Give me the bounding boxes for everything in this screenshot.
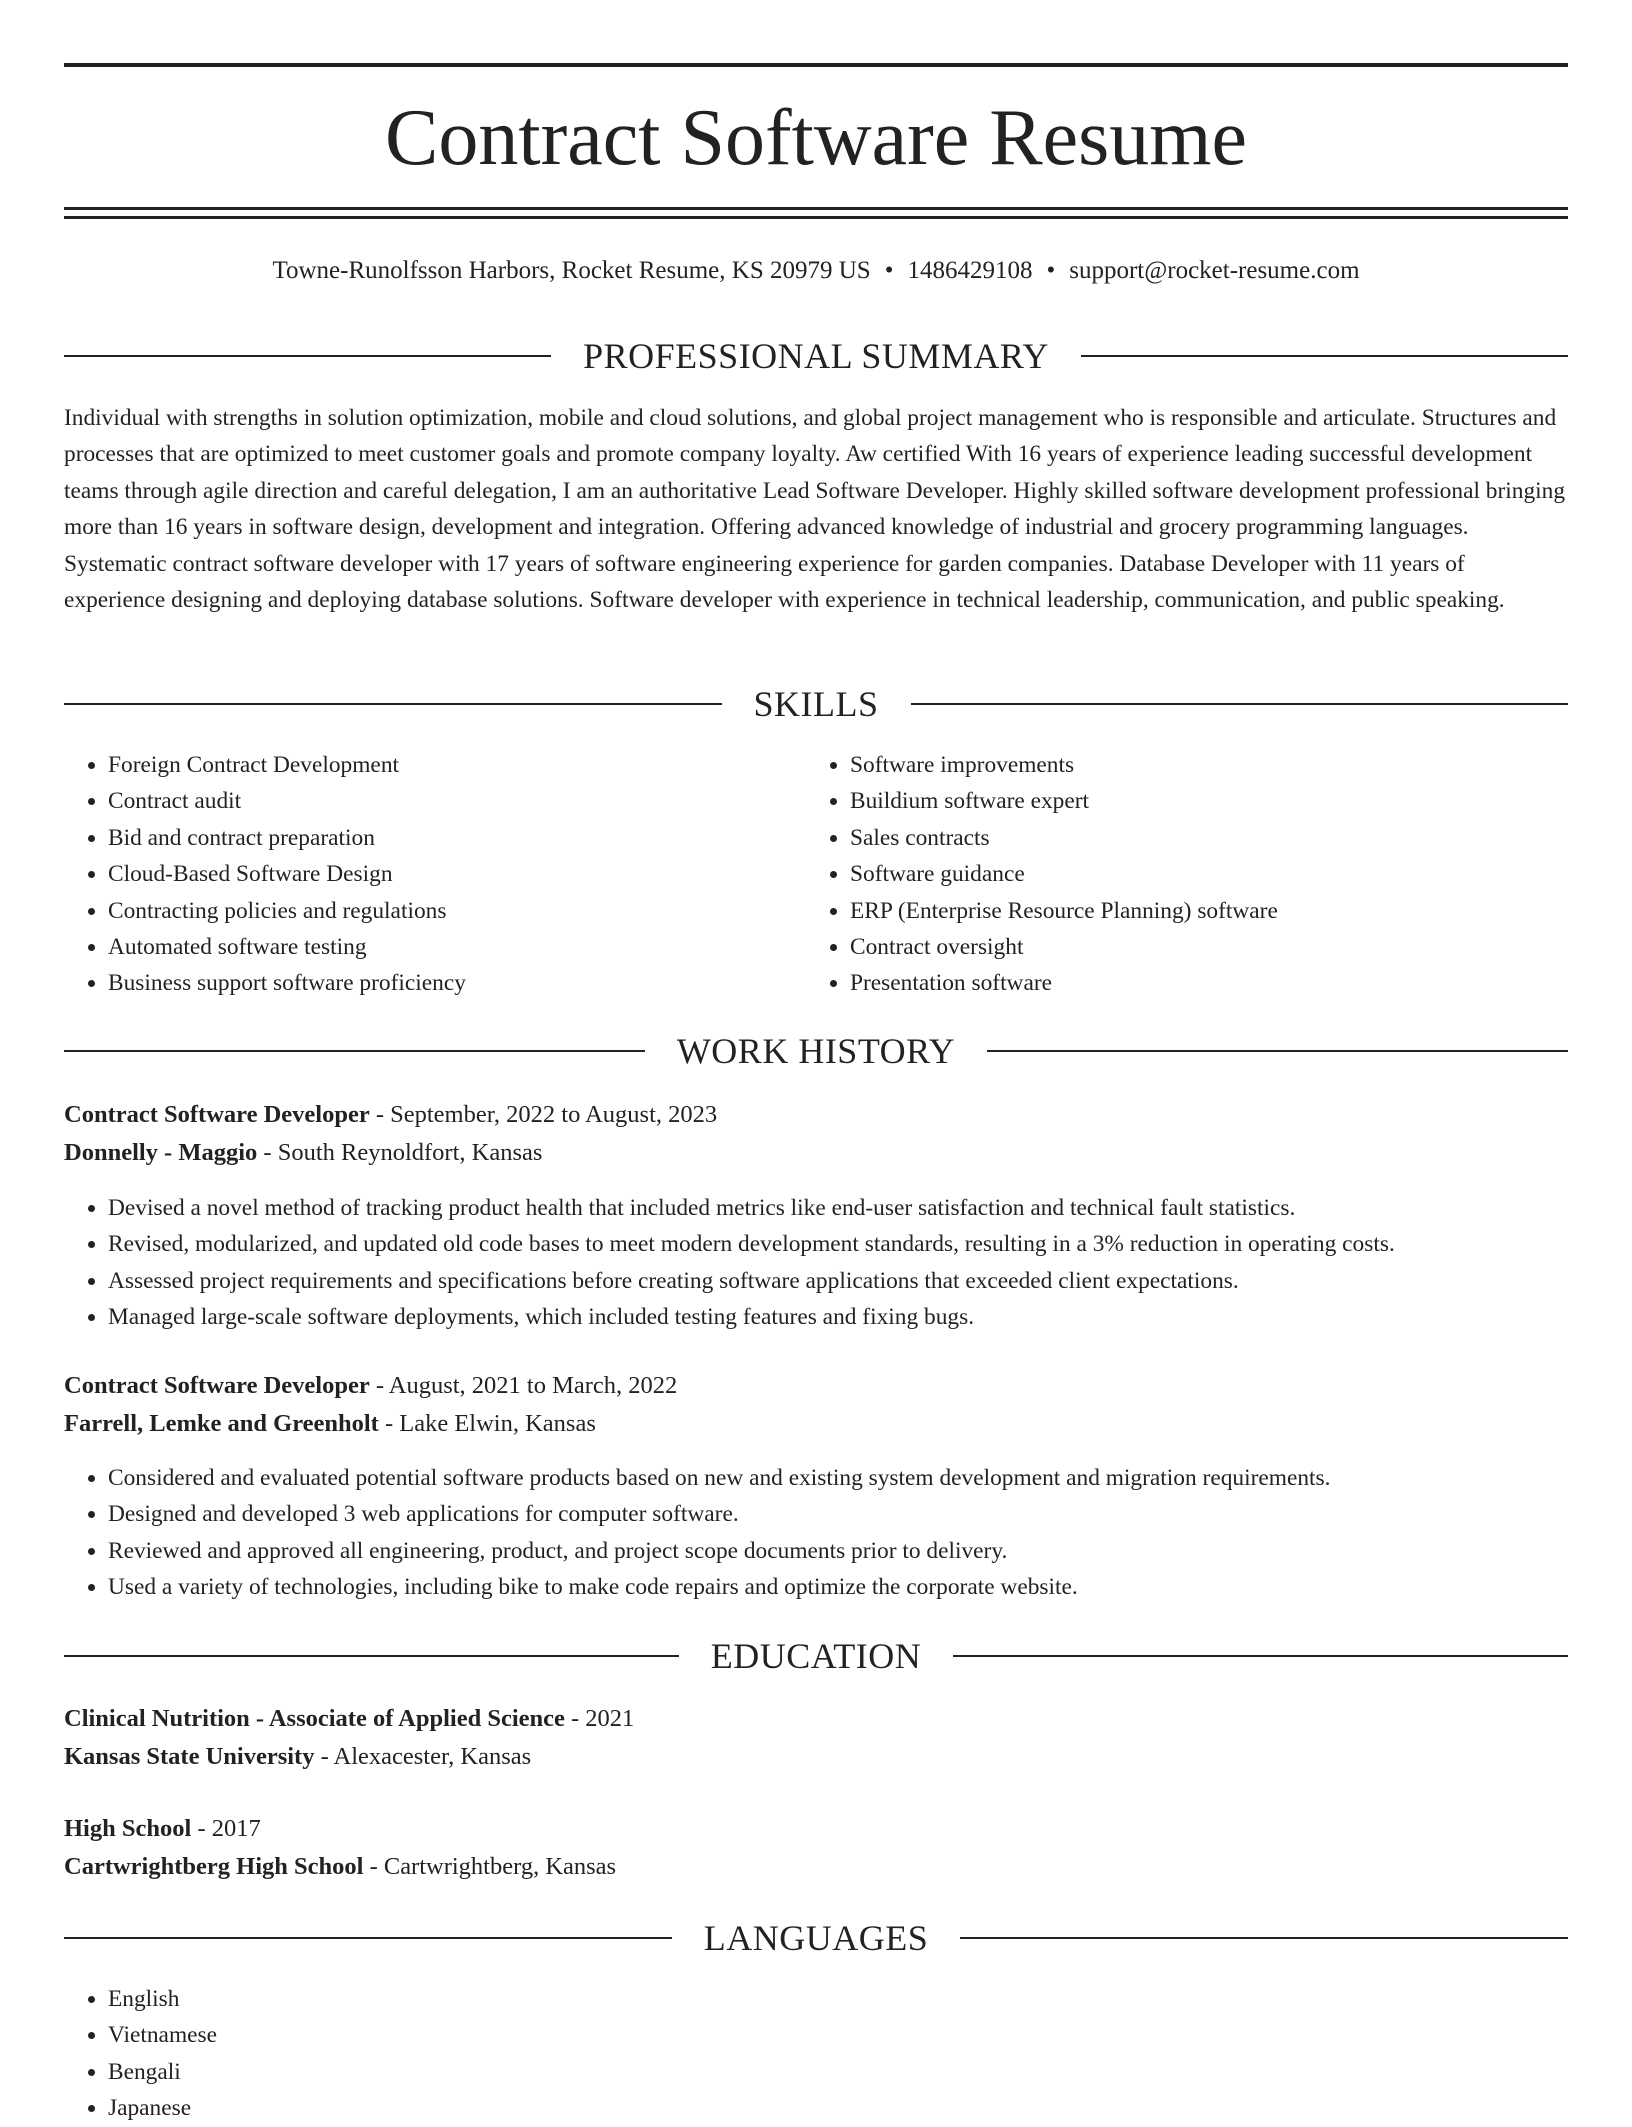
heading-rule [64, 1937, 672, 1939]
skill-item: • Software improvements [850, 747, 1590, 783]
job-bullets [64, 1190, 1612, 1336]
section-heading-education [64, 1634, 1568, 1678]
skill-item: • Buildium software expert [850, 783, 1590, 819]
section-heading-skills [64, 682, 1568, 726]
education-school: Cartwrightberg High School [64, 1853, 364, 1880]
education-degree: Clinical Nutrition - Associate of Applied Science [64, 1705, 565, 1732]
skill-item: • Foreign Contract Development [108, 747, 808, 783]
language-item: • Bengali [108, 2054, 808, 2090]
job-bullet: • Revised, modularized, and updated old code bases to meet modern development standards, resulting in a 3% reduction in operating costs. [108, 1226, 1612, 1262]
job-bullet: • Assessed project requirements and specifications before creating software applications that exceeded client expectations. [108, 1263, 1612, 1299]
education-location: - Alexacester, Kansas [320, 1743, 532, 1770]
education-school: Kansas State University [64, 1743, 315, 1770]
skill-item: • Software guidance [850, 856, 1590, 892]
title-rule-lower [64, 216, 1568, 219]
job-title: Contract Software Developer [64, 1101, 370, 1128]
heading-rule [960, 1937, 1568, 1939]
job-location: - South Reynoldfort, Kansas [263, 1139, 543, 1166]
skill-item: • ERP (Enterprise Resource Planning) software [850, 893, 1590, 929]
job-bullets [64, 1460, 1612, 1606]
section-title: LANGUAGES [703, 1918, 929, 1958]
contact-address: Towne-Runolfsson Harbors, Rocket Resume, KS 20979 US [272, 257, 871, 284]
heading-rule [64, 1655, 679, 1657]
title-rule-upper [64, 207, 1568, 210]
skills-list-left [64, 747, 808, 1002]
skill-item: • Contract audit [108, 783, 808, 819]
language-item: • Japanese [108, 2090, 808, 2126]
job-bullet: • Designed and developed 3 web applications for computer software. [108, 1496, 1612, 1532]
education-location: - Cartwrightberg, Kansas [369, 1853, 617, 1880]
section-heading-languages [64, 1916, 1568, 1960]
job-location: - Lake Elwin, Kansas [384, 1410, 596, 1437]
job-title: Contract Software Developer [64, 1372, 370, 1399]
skill-item: • Cloud-Based Software Design [108, 856, 808, 892]
top-rule [64, 63, 1568, 67]
heading-rule [1081, 355, 1568, 357]
section-heading-work [64, 1029, 1568, 1073]
skills-list-right [806, 747, 1590, 1002]
contact-separator: • [1046, 257, 1056, 284]
job-dates: - August, 2021 to March, 2022 [375, 1372, 678, 1399]
education-degree-line [64, 1810, 1568, 1848]
heading-rule [64, 703, 722, 705]
language-item: • Vietnamese [108, 2017, 808, 2053]
section-heading-summary [64, 334, 1568, 378]
skill-item: • Automated software testing [108, 929, 808, 965]
skill-item: • Sales contracts [850, 820, 1590, 856]
skill-item: • Bid and contract preparation [108, 820, 808, 856]
education-school-line [64, 1848, 1568, 1886]
education-degree-line [64, 1700, 1568, 1738]
contact-phone: 1486429108 [907, 257, 1033, 284]
job-company: Donnelly - Maggio [64, 1139, 258, 1166]
heading-rule [911, 703, 1569, 705]
summary-text: Individual with strengths in solution optimization, mobile and cloud solutions, and global project management who is responsible and articulate. Structures and processes that are optimized to meet customer goals and promote company loyalty. Aw certified With 16 years of experience leading successful development teams through agile direction and careful delegation, I am an authoritative Lead Software Developer. Highly skilled software development professional bringing more than 16 years in software design, development and integration. Offering advanced knowledge of industrial and grocery programming languages. Systematic contract software developer with 17 years of software engineering experience for garden companies. Database Developer with 11 years of experience designing and deploying database solutions. Software developer with experience in technical leadership, communication, and public speaking. [64, 405, 1566, 614]
contact-email: support@rocket-resume.com [1069, 257, 1360, 284]
job-bullet: • Reviewed and approved all engineering, product, and project scope documents prior to delivery. [108, 1533, 1612, 1569]
job-bullet: • Managed large-scale software deployments, which included testing features and fixing bugs. [108, 1299, 1612, 1335]
section-title: SKILLS [753, 684, 879, 724]
job-dates: - September, 2022 to August, 2023 [375, 1101, 718, 1128]
job-title-line [64, 1367, 1568, 1405]
job-title-line [64, 1096, 1568, 1134]
section-title: PROFESSIONAL SUMMARY [583, 336, 1049, 376]
skill-item: • Contracting policies and regulations [108, 893, 808, 929]
job-company-line [64, 1134, 1568, 1172]
job-bullet: • Considered and evaluated potential software products based on new and existing system development and migration requirements. [108, 1460, 1612, 1496]
education-degree: High School [64, 1815, 192, 1842]
section-title: EDUCATION [710, 1636, 922, 1676]
resume-title: Contract Software Resume [385, 94, 1247, 182]
language-item: • English [108, 1981, 808, 2017]
heading-rule [953, 1655, 1568, 1657]
contact-separator: • [884, 257, 894, 284]
heading-rule [64, 1050, 645, 1052]
job-bullet: • Devised a novel method of tracking product health that included metrics like end-user satisfaction and technical fault statistics. [108, 1190, 1612, 1226]
heading-rule [987, 1050, 1568, 1052]
job-company: Farrell, Lemke and Greenholt [64, 1410, 379, 1437]
skill-item: • Business support software proficiency [108, 965, 808, 1001]
job-bullet: • Used a variety of technologies, including bike to make code repairs and optimize the corporate website. [108, 1569, 1612, 1605]
languages-list [64, 1981, 808, 2127]
education-year: - 2021 [571, 1705, 635, 1732]
section-title: WORK HISTORY [676, 1031, 956, 1071]
skill-item: • Contract oversight [850, 929, 1590, 965]
skill-item: • Presentation software [850, 965, 1590, 1001]
job-company-line [64, 1405, 1568, 1443]
education-year: - 2017 [197, 1815, 261, 1842]
education-school-line [64, 1738, 1568, 1776]
contact-line [64, 256, 1568, 286]
heading-rule [64, 355, 551, 357]
